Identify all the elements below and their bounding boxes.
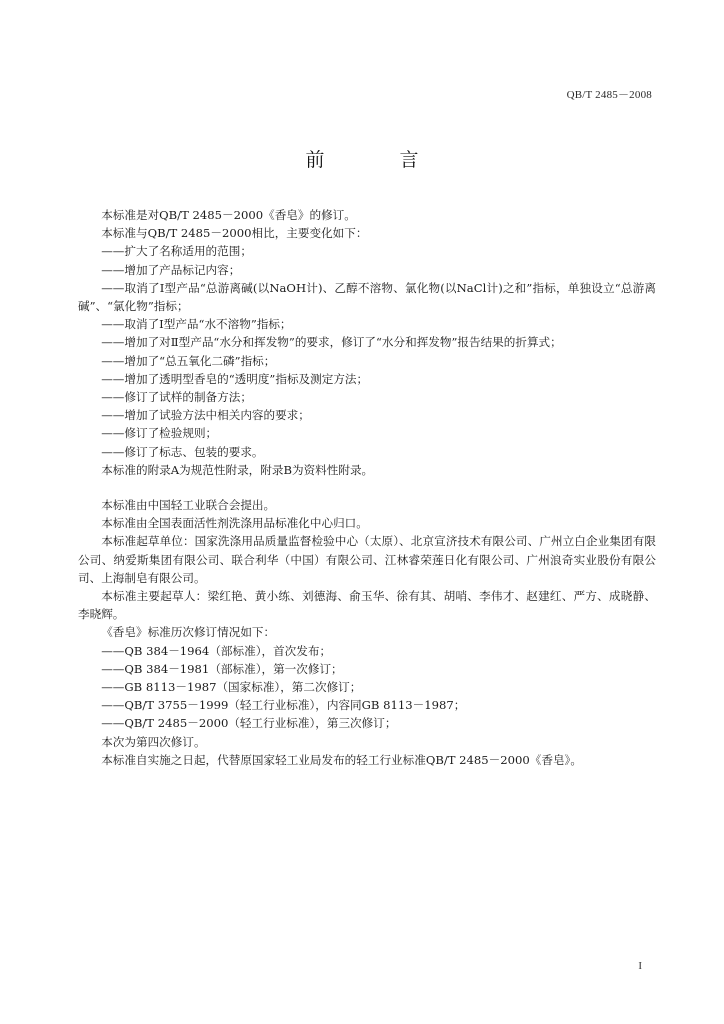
list-item: ——QB 384－1964（部标准），首次发布； [101, 643, 332, 658]
list-item: ——增加了产品标记内容； [101, 262, 241, 277]
list-item: ——增加了试验方法中相关内容的要求； [101, 408, 310, 423]
list-item: ——增加了对Ⅱ型产品“水分和挥发物”的要求，修订了“水分和挥发物”报告结果的折算式； [101, 335, 562, 350]
paragraph: 本标准由中国轻工业联合会提出。 [101, 498, 276, 513]
paragraph: 《香皂》标准历次修订情况如下： [101, 625, 276, 640]
list-item: ——增加了“总五氧化二磷”指标； [101, 353, 276, 368]
list-item: ——修订了标志、包装的要求。 [101, 444, 264, 459]
list-item: ——QB/T 2485－2000（轻工行业标准），第三次修订； [101, 716, 397, 731]
paragraph: 本标准与QB/T 2485－2000相比，主要变化如下： [101, 226, 368, 241]
paragraph: 本标准由全国表面活性剂洗涤用品标准化中心归口。 [101, 516, 368, 531]
paragraph: 本标准的附录A为规范性附录，附录B为资料性附录。 [101, 462, 374, 477]
foreword-body [78, 206, 656, 769]
paragraph: 本标准是对QB/T 2485－2000《香皂》的修订。 [101, 208, 356, 222]
list-item: ——修订了检验规则； [101, 426, 218, 441]
page-number: I [638, 960, 642, 972]
paragraph: 本标准自实施之日起，代替原国家轻工业局发布的轻工行业标准QB/T 2485－2000《香皂》。 [101, 752, 582, 767]
page-title: 前 言 [305, 149, 447, 171]
list-item: ——取消了Ⅰ型产品“总游离碱(以NaOH计)、乙醇不溶物、氯化物(以NaCl计)之和”指标，单独设立“总游离碱”、“氯化物”指标； [78, 280, 656, 314]
list-item: ——取消了Ⅰ型产品“水不溶物”指标； [101, 317, 292, 332]
list-item: ——修订了试样的制备方法； [101, 390, 252, 405]
paragraph: 本标准主要起草人：梁红艳、黄小练、刘德海、俞玉华、徐有其、胡哨、李伟才、赵建红、严方、成晓静、李晓辉。 [78, 589, 656, 622]
paragraph: 本次为第四次修订。 [101, 734, 206, 749]
list-item: ——QB/T 3755－1999（轻工行业标准），内容同GB 8113－1987； [101, 698, 466, 713]
paragraph: 本标准起草单位：国家洗涤用品质量监督检验中心（太原）、北京宣济技术有限公司、广州立白企业集团有限公司、纳爱斯集团有限公司、联合利华（中国）有限公司、江林睿荣莲日化有限公司、广州浪奇实业股份有限公司、上海制皂有限公司。 [78, 534, 656, 585]
list-item: ——QB 384－1981（部标准），第一次修订； [101, 661, 343, 676]
list-item: ——扩大了名称适用的范围； [101, 244, 252, 259]
list-item: ——增加了透明型香皂的“透明度”指标及测定方法； [101, 371, 369, 386]
standard-code: QB/T 2485－2008 [566, 89, 652, 101]
list-item: ——GB 8113－1987（国家标准），第二次修订； [101, 680, 362, 695]
